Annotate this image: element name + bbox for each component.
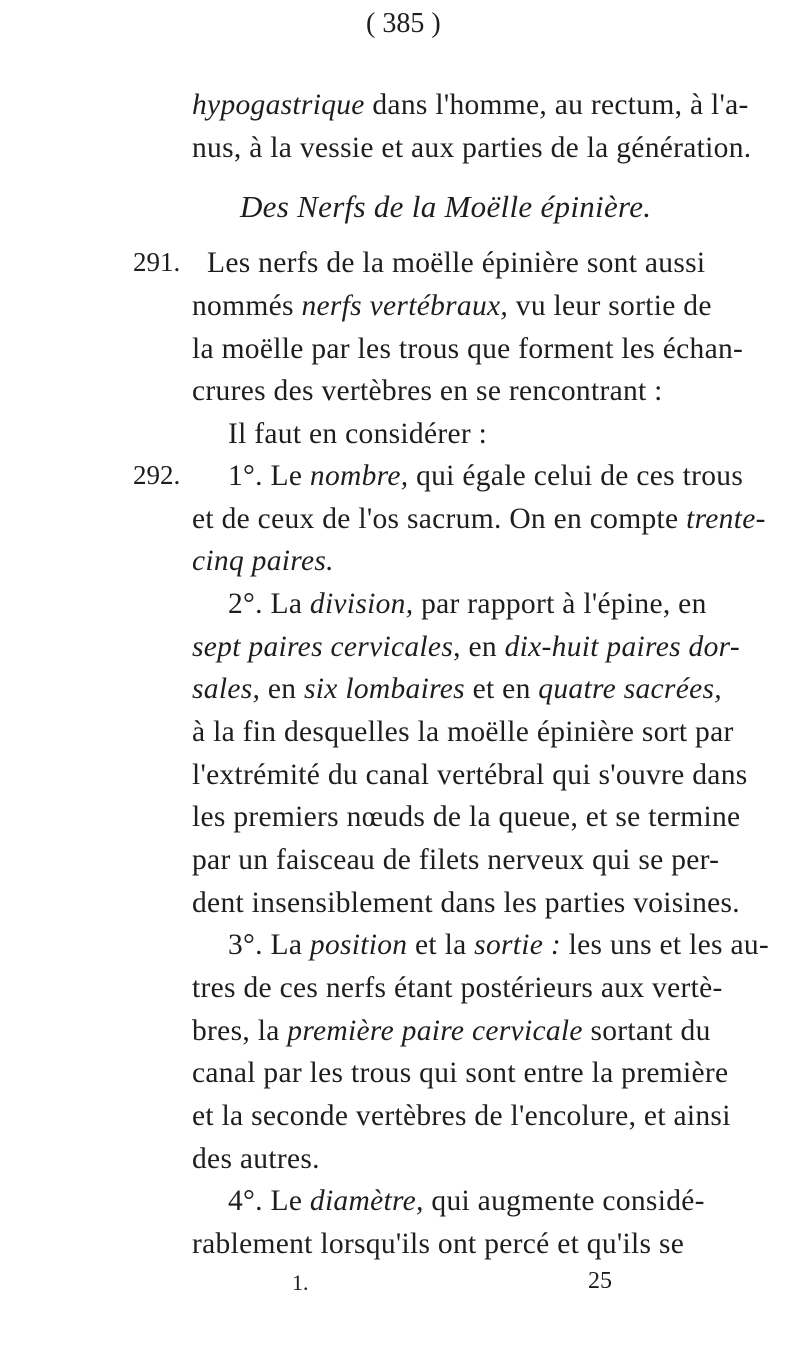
text-line bbox=[228, 456, 743, 496]
text-run: 1°. Le bbox=[228, 460, 310, 492]
section-heading: Des Nerfs de la Moëlle épinière. bbox=[240, 189, 652, 224]
text-line bbox=[192, 1011, 711, 1051]
text-run: sortant du bbox=[582, 1015, 711, 1047]
text-line: dent insensiblement dans les parties voisines. bbox=[192, 887, 740, 919]
italic-term: diamètre, bbox=[309, 1185, 424, 1217]
text-line: Il faut en considérer : bbox=[228, 418, 488, 450]
text-line: les premiers nœuds de la queue, et se termine bbox=[192, 801, 741, 833]
text-line bbox=[228, 1181, 705, 1221]
text-run: nommés bbox=[192, 290, 302, 322]
text-run: et en bbox=[464, 673, 539, 705]
page-number: ( 385 ) bbox=[366, 8, 441, 39]
text-line: rablement lorsqu'ils ont percé et qu'ils se bbox=[192, 1228, 685, 1260]
italic-term: six lombaires bbox=[303, 673, 465, 705]
text-line: tres de ces nerfs étant postérieurs aux vertè- bbox=[192, 972, 723, 1004]
text-line bbox=[192, 627, 740, 667]
text-run: et la bbox=[407, 929, 475, 961]
text-line bbox=[228, 584, 707, 624]
italic-term: dix-huit paires dor- bbox=[504, 631, 740, 663]
text-run: dans l'homme, au rectum, à l'a- bbox=[364, 89, 749, 121]
paragraph-number: 292. bbox=[133, 460, 181, 490]
text-line: crures des vertèbres en se rencontrant : bbox=[192, 375, 663, 407]
italic-term: sales, bbox=[192, 673, 261, 705]
text-line: des autres. bbox=[192, 1143, 320, 1175]
catchword: 25 bbox=[588, 1268, 612, 1294]
text-run: bres, la bbox=[192, 1015, 288, 1047]
text-run: et de ceux de l'os sacrum. On en compte bbox=[192, 503, 687, 535]
text-line: cinq paires. bbox=[192, 545, 334, 577]
text-run: 4°. Le bbox=[228, 1185, 310, 1217]
text-run: , en bbox=[453, 631, 505, 663]
italic-term: nombre, bbox=[309, 460, 409, 492]
text-run: 3°. La bbox=[228, 929, 310, 961]
text-run: qui augmente considé- bbox=[423, 1185, 705, 1217]
text-line: la moëlle par les trous que forment les échan- bbox=[192, 333, 744, 365]
text-run: vu leur sortie de bbox=[508, 290, 712, 322]
text-line bbox=[192, 499, 766, 539]
italic-term: division, bbox=[309, 588, 414, 620]
text-run: en bbox=[260, 673, 304, 705]
italic-term: nerfs vertébraux, bbox=[301, 290, 509, 322]
italic-term: position bbox=[309, 929, 408, 961]
italic-term: quatre sacrées, bbox=[538, 673, 722, 705]
text-line: et la seconde vertèbres de l'encolure, et ainsi bbox=[192, 1100, 731, 1132]
italic-term: sept paires cervicales bbox=[192, 631, 454, 663]
text-line: nus, à la vessie et aux parties de la génération. bbox=[192, 132, 752, 164]
italic-term: sortie : bbox=[474, 929, 561, 961]
text-run: 2°. La bbox=[228, 588, 310, 620]
italic-term: première paire cervicale bbox=[287, 1015, 583, 1047]
text-line: l'extrémité du canal vertébral qui s'ouvre dans bbox=[192, 759, 748, 791]
text-run: par rapport à l'épine, en bbox=[413, 588, 707, 620]
text-line: par un faisceau de filets nerveux qui se per- bbox=[192, 844, 720, 876]
text-line bbox=[192, 669, 722, 709]
paragraph-number: 291. bbox=[133, 247, 181, 277]
signature-mark: 1. bbox=[292, 1270, 309, 1295]
text-run: qui égale celui de ces trous bbox=[408, 460, 744, 492]
text-line bbox=[228, 925, 769, 965]
text-line bbox=[192, 85, 749, 125]
text-run: les uns et les au- bbox=[560, 929, 770, 961]
text-line: Les nerfs de la moëlle épinière sont aussi bbox=[207, 247, 706, 279]
text-line bbox=[192, 286, 712, 326]
italic-term: hypogastrique bbox=[192, 89, 365, 121]
text-line: canal par les trous qui sont entre la première bbox=[192, 1057, 729, 1089]
text-line: à la fin desquelles la moëlle épinière sort par bbox=[192, 716, 734, 748]
italic-term: trente- bbox=[686, 503, 766, 535]
